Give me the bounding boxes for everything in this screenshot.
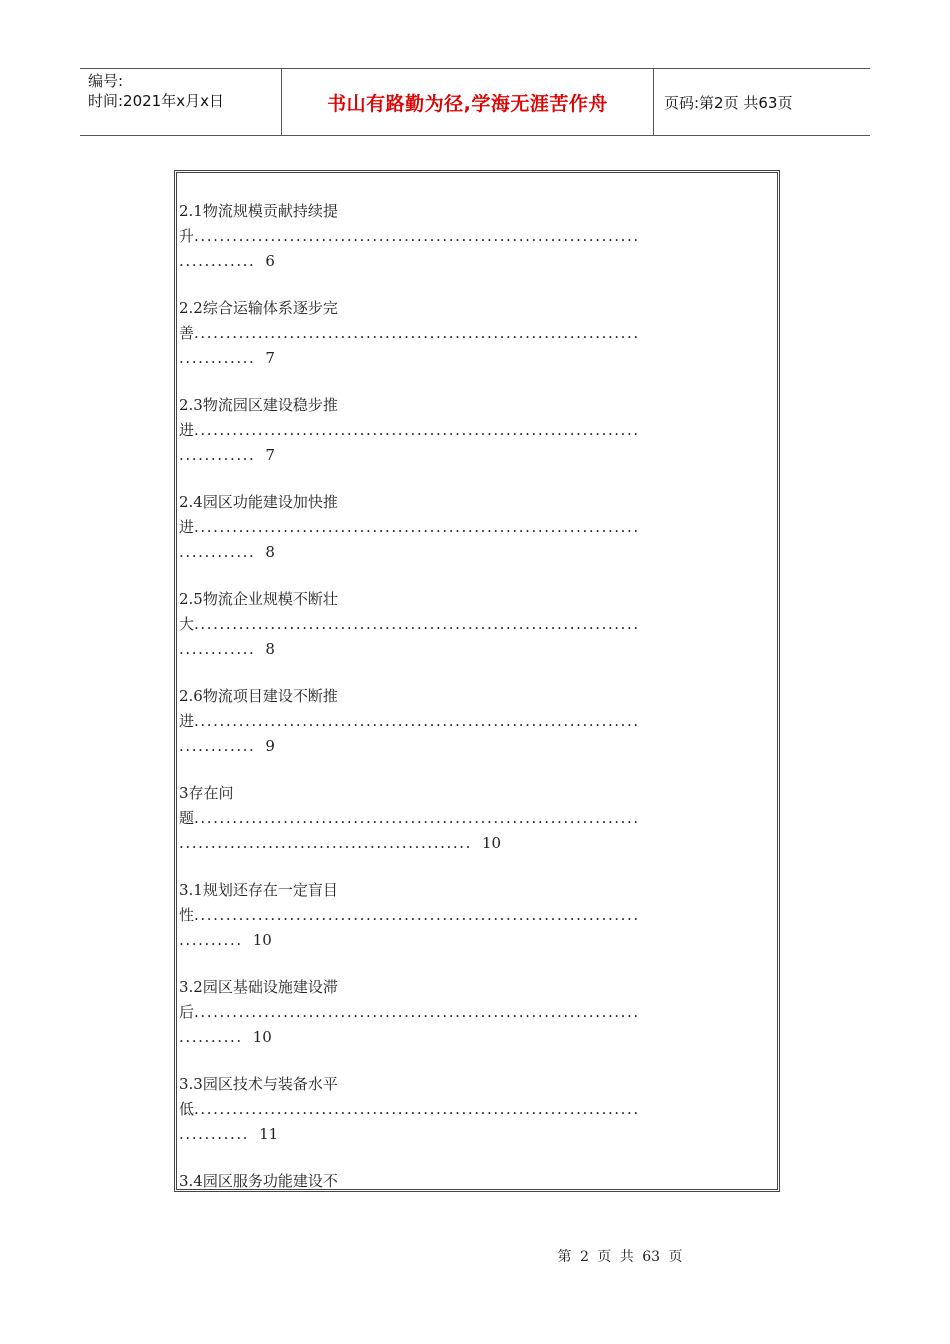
toc-entry-title-continuation: 性 [179,906,195,924]
toc-entry-page-line [179,1028,272,1046]
toc-entry-title: 2.1物流规模贡献持续提 [179,202,338,220]
toc-entry-leader-line [179,809,640,827]
toc-dot-leader: ...................................................................... [194,518,640,536]
toc-dot-leader: ............ [179,446,256,464]
toc-page-number: 8 [265,543,275,561]
toc-entry-title: 2.5物流企业规模不断壮 [179,590,338,608]
toc-page-number: 10 [252,931,272,949]
toc-dot-leader: ...................................................................... [194,906,640,924]
toc-page-number: 11 [259,1125,279,1143]
header-meta-cell [80,69,282,135]
toc-dot-leader: ...................................................................... [194,809,640,827]
toc-entry-title-continuation: 进 [179,712,195,730]
toc-entry-title: 2.2综合运输体系逐步完 [179,299,338,317]
toc-entry-leader-line [179,1003,640,1021]
toc-dot-leader: .......... [179,931,243,949]
page-footer [0,1246,950,1266]
toc-entry-leader-line [179,906,640,924]
toc-entry-page-line [179,640,275,658]
toc-page-number: 10 [481,834,502,852]
toc-entry-title: 2.3物流园区建设稳步推 [179,396,338,414]
toc-entry-title: 3存在问 [179,784,234,802]
header-page-info: 页码:第2页 共63页 [664,93,793,112]
toc-page-number: 9 [265,737,275,755]
toc-entry-title: 2.6物流项目建设不断推 [179,687,338,705]
toc-dot-leader: .......... [179,1028,243,1046]
toc-entry-title: 3.1规划还存在一定盲目 [179,881,338,899]
toc-dot-leader: ...................................................................... [194,1100,640,1118]
page-header [80,68,870,136]
document-time: 时间:2021年x月x日 [88,92,224,110]
toc-entry-title: 3.4园区服务功能建设不 [179,1172,338,1190]
toc-entry-page-line [179,446,275,464]
toc-entry-leader-line [179,615,640,633]
toc-entry-title-continuation: 升 [179,227,195,245]
toc-entry-title-continuation: 后 [179,1003,195,1021]
footer-page-number: 第 2 页 共 63 页 [557,1249,683,1265]
toc-page-number: 6 [265,252,275,270]
toc-entry-title: 3.2园区基础设施建设滞 [179,978,338,996]
toc-entry-page-line [179,737,275,755]
header-page-cell [654,69,870,135]
toc-page-number: 7 [265,349,275,367]
toc-entry-leader-line [179,324,640,342]
toc-page-number: 8 [265,640,275,658]
toc-dot-leader: ...................................................................... [194,421,640,439]
toc-dot-leader: ............ [179,349,256,367]
toc-entry-title-continuation: 进 [179,518,195,536]
toc-page-number: 10 [252,1028,272,1046]
toc-entry-leader-line [179,712,640,730]
toc-entry-page-line [179,349,275,367]
toc-dot-leader: ...................................................................... [194,712,640,730]
toc-dot-leader: ............ [179,737,256,755]
toc-entry-page-line [179,1125,278,1143]
toc-dot-leader: ............ [179,543,256,561]
toc-entry-title-continuation: 题 [179,809,195,827]
toc-dot-leader: ........... [179,1125,250,1143]
toc-entry-title-continuation: 低 [179,1100,195,1118]
document-number-label: 编号: [88,72,124,90]
toc-entry-leader-line [179,421,640,439]
toc-entry-leader-line [179,227,640,245]
toc-entry-title-continuation: 进 [179,421,195,439]
toc-entry-leader-line [179,1100,640,1118]
toc-entry-page-line [179,252,275,270]
header-motto-cell [282,69,654,135]
toc-dot-leader: ...................................................................... [194,615,640,633]
header-motto: 书山有路勤为径,学海无涯苦作舟 [327,92,608,115]
toc-dot-leader: ...................................................................... [194,1003,640,1021]
toc-entry-title-continuation: 大 [179,615,195,633]
toc-entry-page-line [179,834,501,852]
toc-entry-title: 2.4园区功能建设加快推 [179,493,338,511]
toc-entry-page-line [179,931,272,949]
toc-dot-leader: ............ [179,640,256,658]
toc-dot-leader: .............................................. [179,834,472,852]
toc-dot-leader: ............ [179,252,256,270]
toc-entry-leader-line [179,518,640,536]
toc-entry-title: 3.3园区技术与装备水平 [179,1075,338,1093]
toc-entry-page-line [179,543,275,561]
toc-dot-leader: ...................................................................... [194,324,640,342]
toc-page-number: 7 [265,446,275,464]
content-frame [174,170,780,1192]
toc-entry-title-continuation: 善 [179,324,195,342]
toc-dot-leader: ...................................................................... [194,227,640,245]
